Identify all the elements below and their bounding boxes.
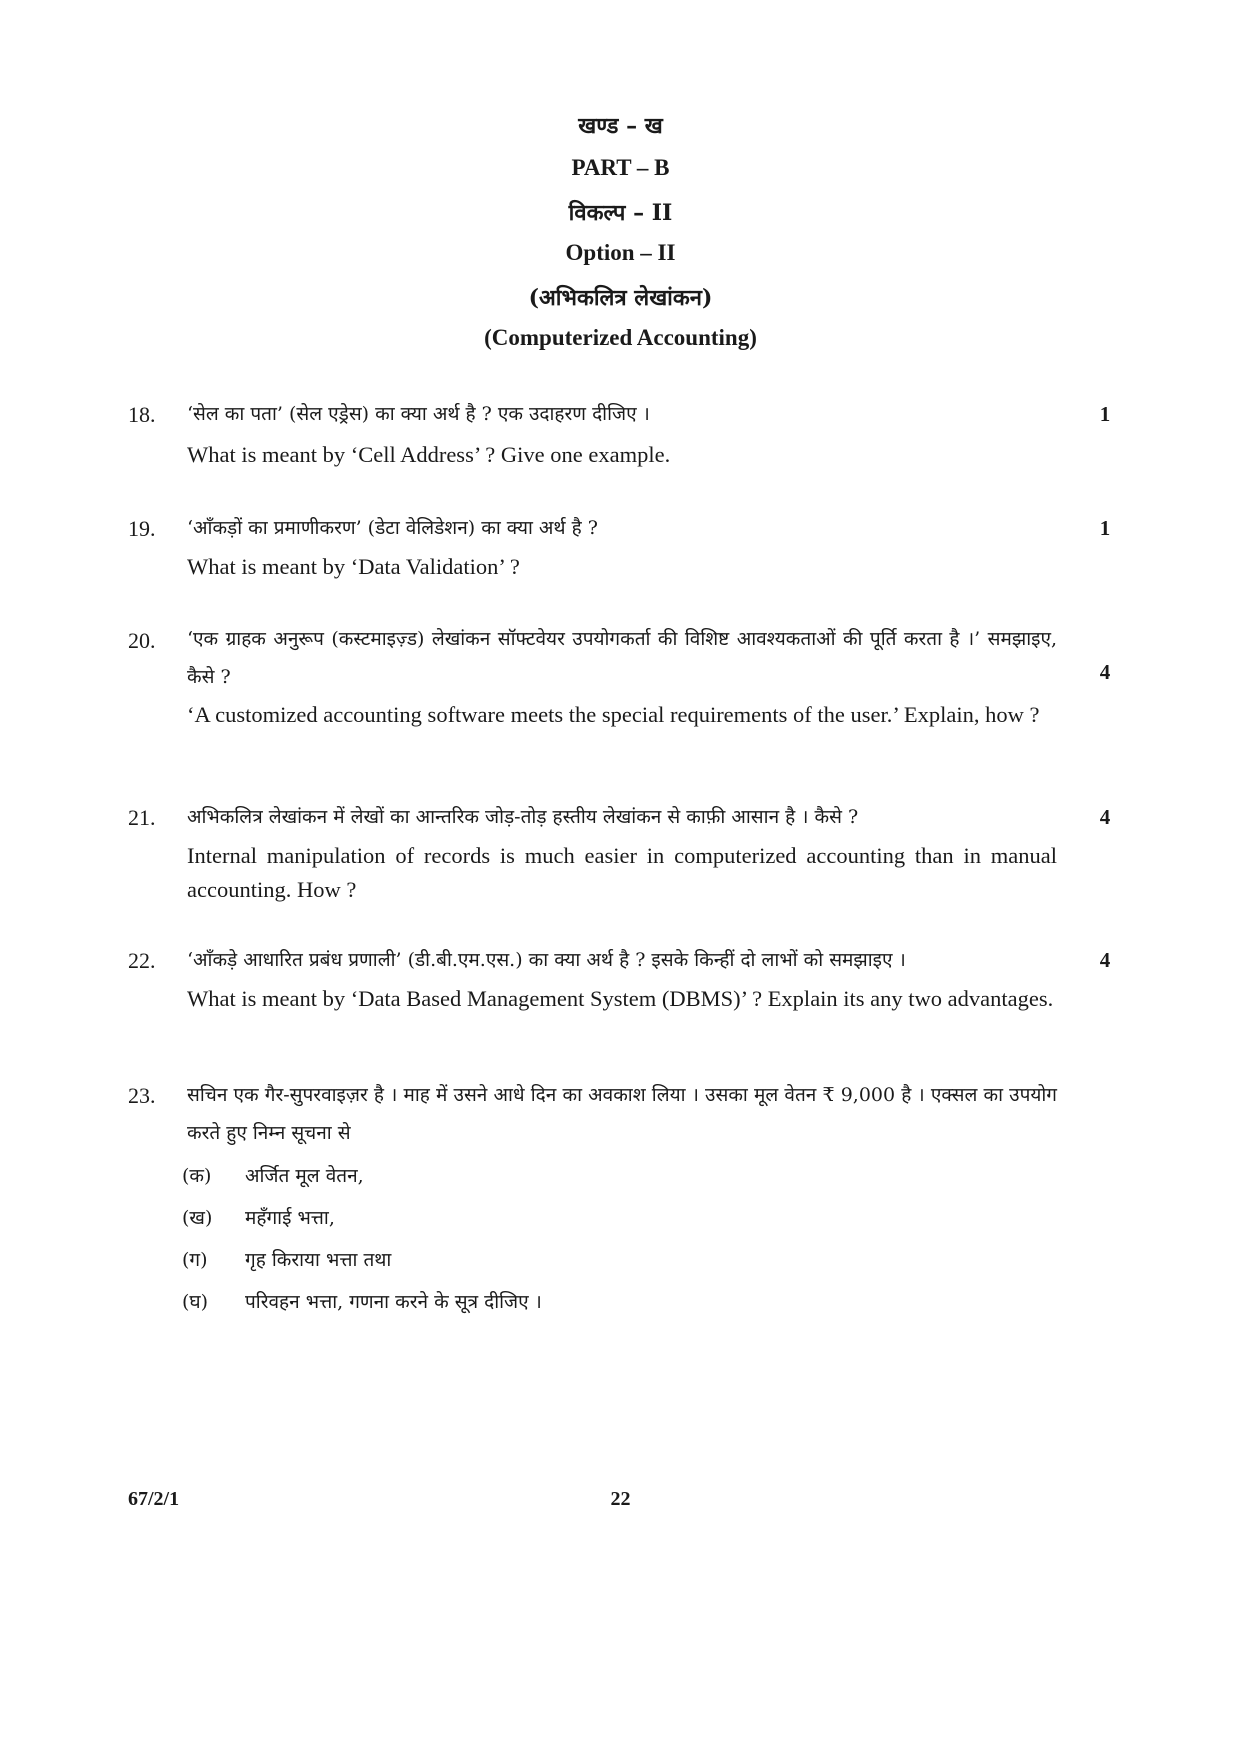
page-number: 22: [610, 1488, 631, 1510]
sub-item: [182, 1204, 335, 1230]
sub-item-label: (ख): [182, 1207, 213, 1229]
question-text-english: What is meant by ‘Cell Address’ ? Give one example.: [187, 442, 671, 467]
question-number: 19.: [128, 516, 156, 541]
section-heading-hindi: खण्ड – ख: [578, 113, 663, 139]
sub-item-text: गृह किराया भत्ता तथा: [245, 1249, 392, 1271]
question-text-english: What is meant by ‘Data Validation’ ?: [187, 554, 520, 579]
question-number: 23.: [128, 1083, 156, 1108]
question-text-hindi: सचिन एक गैर-सुपरवाइज़र है । माह में उसने आधे दिन का अवकाश लिया । उसका मूल वेतन ₹ 9,000 है । एक्सल का उपयोग करते हुए निम्न सूचना से: [187, 1084, 1057, 1144]
question-text-hindi: अभिकलित्र लेखांकन में लेखों का आन्तरिक जोड़-तोड़ हस्तीय लेखांकन से काफ़ी आसान है । कैसे ?: [187, 806, 859, 828]
question-text-hindi: ‘सेल का पता’ (सेल एड्रेस) का क्या अर्थ है ? एक उदाहरण दीजिए ।: [187, 403, 650, 425]
question-text-hindi: ‘आँकड़े आधारित प्रबंध प्रणाली’ (डी.बी.एम.एस.) का क्या अर्थ है ? इसके किन्हीं दो लाभों को समझाइए ।: [187, 949, 906, 971]
sub-item: [182, 1288, 542, 1314]
part-heading: PART – B: [571, 155, 670, 180]
sub-item: [182, 1246, 391, 1272]
question-number: 21.: [128, 805, 156, 830]
subject-heading: (Computerized Accounting): [484, 325, 757, 350]
question-text-english: Internal manipulation of records is much easier in computerized accounting than in manual accounting. How ?: [187, 843, 1057, 902]
question-marks: 4: [1099, 948, 1111, 972]
question-marks: 4: [1099, 805, 1111, 829]
question-text-hindi: ‘आँकड़ों का प्रमाणीकरण’ (डेटा वेलिडेशन) का क्या अर्थ है ?: [187, 517, 598, 539]
sub-item-text: महँगाई भत्ता,: [245, 1207, 335, 1229]
option-heading: Option – II: [565, 240, 676, 265]
subject-heading-hindi: (अभिकलित्र लेखांकन): [528, 285, 713, 311]
question-number: 20.: [128, 628, 156, 653]
sub-item-label: (क): [182, 1165, 212, 1187]
question-text-english: What is meant by ‘Data Based Management System (DBMS)’ ? Explain its any two advantages.: [187, 986, 1054, 1011]
paper-code: 67/2/1: [128, 1488, 180, 1510]
option-heading-hindi: विकल्प – II: [568, 200, 673, 226]
question-marks: 1: [1099, 402, 1111, 426]
sub-item: [182, 1162, 364, 1188]
sub-item-text: परिवहन भत्ता, गणना करने के सूत्र दीजिए ।: [245, 1291, 542, 1313]
sub-item-label: (घ): [182, 1291, 209, 1313]
sub-item-text: अर्जित मूल वेतन,: [245, 1165, 364, 1187]
question-number: 22.: [128, 948, 156, 973]
question-number: 18.: [128, 402, 156, 427]
question-marks: 4: [1099, 660, 1111, 684]
question-marks: 1: [1099, 516, 1111, 540]
question-text-english: ‘A customized accounting software meets the special requirements of the user.’ Explain, how ?: [187, 702, 1040, 727]
question-text-hindi: ‘एक ग्राहक अनुरूप (कस्टमाइज़्ड) लेखांकन सॉफ्टवेयर उपयोगकर्ता की विशिष्ट आवश्यकताओं की पूर्ति करता है ।’ समझाइए, कैसे ?: [187, 628, 1057, 688]
sub-item-label: (ग): [182, 1249, 208, 1271]
